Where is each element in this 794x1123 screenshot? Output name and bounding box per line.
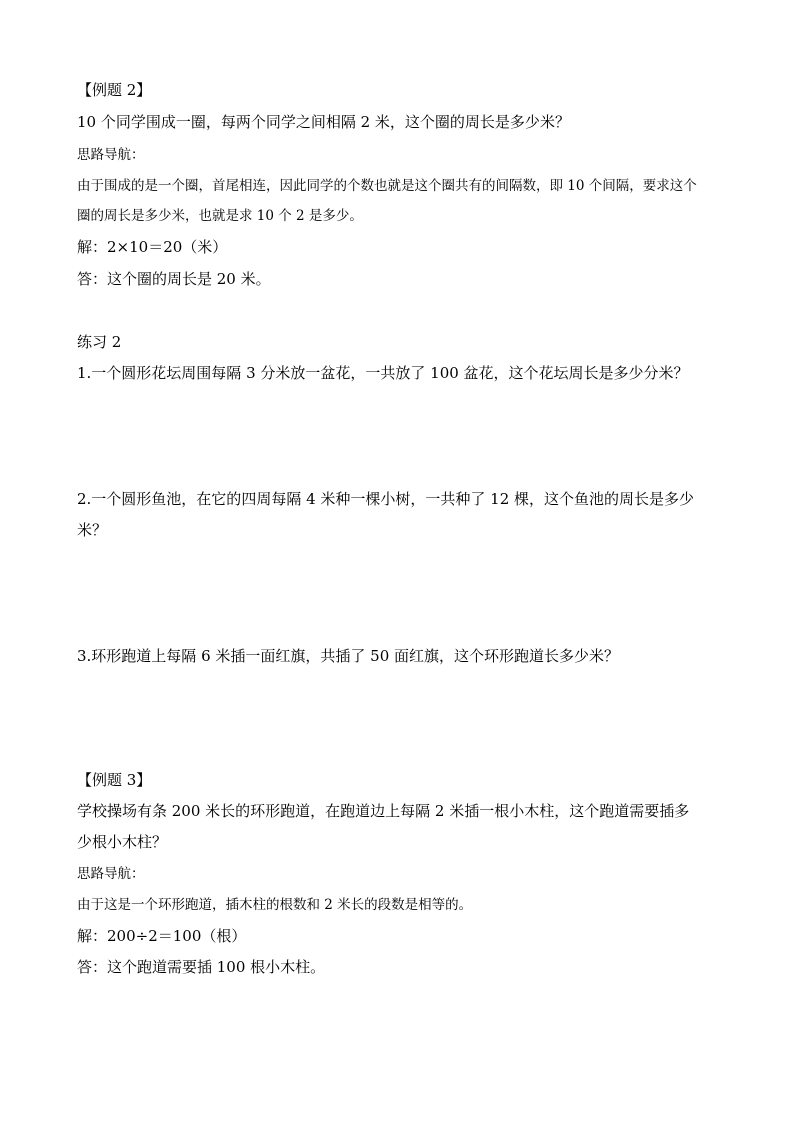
example3-answer: 答：这个跑道需要插 100 根小木柱。 <box>77 958 326 976</box>
exercise2-question-1: 1.一个圆形花坛周围每隔 3 分米放一盆花，一共放了 100 盆花，这个花坛周长是多少分米？ <box>77 364 689 382</box>
example2-question: 10 个同学围成一圈，每两个同学之间相隔 2 米，这个圈的周长是多少米？ <box>77 113 570 131</box>
exercise2-question-3: 3.环形跑道上每隔 6 米插一面红旗，共插了 50 面红旗，这个环形跑道长多少米？ <box>77 647 620 665</box>
example3-title: 【例题 3】 <box>77 771 152 789</box>
example2-hint-label: 思路导航： <box>77 147 145 163</box>
example2-hint-line-2: 圈的周长是多少米，也就是求 10 个 2 是多少。 <box>77 208 363 224</box>
exercise2-question-2-line-1: 2.一个圆形鱼池，在它的四周每隔 4 米种一棵小树，一共种了 12 棵，这个鱼池的周长是多少 <box>77 490 695 508</box>
example3-hint: 由于这是一个环形跑道，插木柱的根数和 2 米长的段数是相等的。 <box>77 897 473 913</box>
example3-question-line-1: 学校操场有条 200 米长的环形跑道，在跑道边上每隔 2 米插一根小木柱，这个跑道需要插多 <box>77 802 690 820</box>
example2-answer: 答：这个圈的周长是 20 米。 <box>77 270 271 288</box>
exercise2-question-2-line-2: 米？ <box>77 521 108 539</box>
example3-question-line-2: 少根小木柱？ <box>77 833 168 851</box>
example3-hint-label: 思路导航： <box>77 866 145 882</box>
example2-solution: 解：2×10＝20（米） <box>77 238 228 256</box>
example3-solution: 解：200÷2＝100（根） <box>77 927 247 945</box>
exercise2-title: 练习 2 <box>77 333 122 351</box>
example2-title: 【例题 2】 <box>77 81 152 99</box>
example2-hint-line-1: 由于围成的是一个圈，首尾相连，因此同学的个数也就是这个圈共有的间隔数，即 10 个间隔，要求这个 <box>77 178 697 194</box>
